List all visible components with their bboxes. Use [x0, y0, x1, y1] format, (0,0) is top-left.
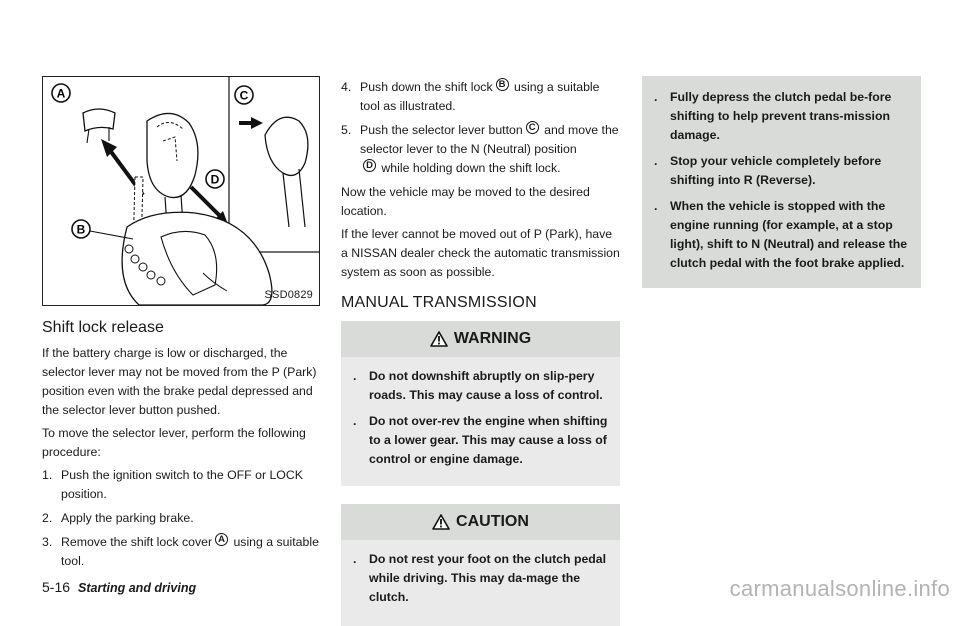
section-title-manual-transmission: MANUAL TRANSMISSION — [341, 294, 537, 311]
warning-box — [341, 321, 620, 486]
figure-label-b — [72, 220, 90, 238]
figure-label-c — [235, 86, 253, 104]
warning-item: . Do not downshift abruptly on slip-pery roads. This may cause a loss of control. — [353, 369, 603, 402]
shift-lock-figure — [42, 76, 320, 306]
callout-c: C — [526, 121, 539, 134]
callout-a: A — [215, 533, 228, 546]
paragraph: Now the vehicle may be moved to the desired location. — [341, 185, 590, 218]
warning-item: . Do not over-rev the engine when shifting to a lower gear. This may cause a loss of control or engine damage. — [353, 414, 608, 466]
callout-d: D — [363, 159, 376, 172]
step-item: 4. Push down the shift lock B using a suitable tool as illustrated. — [341, 79, 600, 113]
caution-title: CAUTION — [456, 513, 529, 530]
step-item: 3. Remove the shift lock cover A using a suitable tool. — [42, 534, 319, 568]
paragraph: If the lever cannot be moved out of P (Park), have a NISSAN dealer check the automatic transmission system as soon as possible. — [341, 227, 620, 279]
caution-box — [341, 504, 620, 626]
shift-lock-illustration — [43, 77, 319, 305]
paragraph: To move the selector lever, perform the following procedure: — [42, 426, 306, 459]
note-item: . Fully depress the clutch pedal be-fore shifting to help prevent trans-mission damage. — [654, 90, 892, 142]
paragraph: If the battery charge is low or discharged, the selector lever may not be moved from the P (Park) position even with the brake pedal depressed and the selector lever button pushed. — [42, 346, 317, 417]
warning-title: WARNING — [453, 330, 532, 347]
svg-text:B: B — [76, 222, 86, 237]
note-item: . When the vehicle is stopped with the engine running (for example, at a stop light), shift to N (Neutral) and release the clutch pedal with the foot brake applied. — [654, 199, 908, 270]
page-number: 5-16 — [42, 579, 71, 595]
figure-label-a — [52, 84, 70, 102]
column-left — [42, 76, 322, 576]
subheading-shift-lock-release: Shift lock release — [42, 319, 164, 336]
section-name: Starting and driving — [78, 581, 197, 595]
step-item: 1. Push the ignition switch to the OFF or LOCK position. — [42, 468, 303, 501]
svg-text:D: D — [210, 172, 220, 187]
svg-text:A: A — [56, 86, 66, 101]
watermark: carmanualsonline.info — [729, 576, 950, 601]
note-item: . Stop your vehicle completely before shifting into R (Reverse). — [654, 154, 882, 187]
column-right — [642, 76, 921, 288]
caution-triangle-icon — [432, 514, 450, 530]
step-item: 2. Apply the parking brake. — [42, 511, 194, 525]
step-item: 5. Push the selector lever button C and move the selector lever to the N (Neutral) position D while holding down the shift lock. — [341, 122, 619, 175]
callout-b: B — [496, 78, 509, 91]
caution-item: . Do not rest your foot on the clutch pedal while driving. This may da-mage the clutch. — [353, 552, 607, 604]
warning-triangle-icon — [430, 331, 448, 347]
svg-text:C: C — [239, 88, 249, 103]
figure-code: SSD0829 — [264, 289, 313, 301]
figure-label-d — [206, 170, 224, 188]
column-middle — [341, 78, 620, 626]
note-box — [642, 76, 921, 288]
page-footer — [42, 579, 196, 597]
